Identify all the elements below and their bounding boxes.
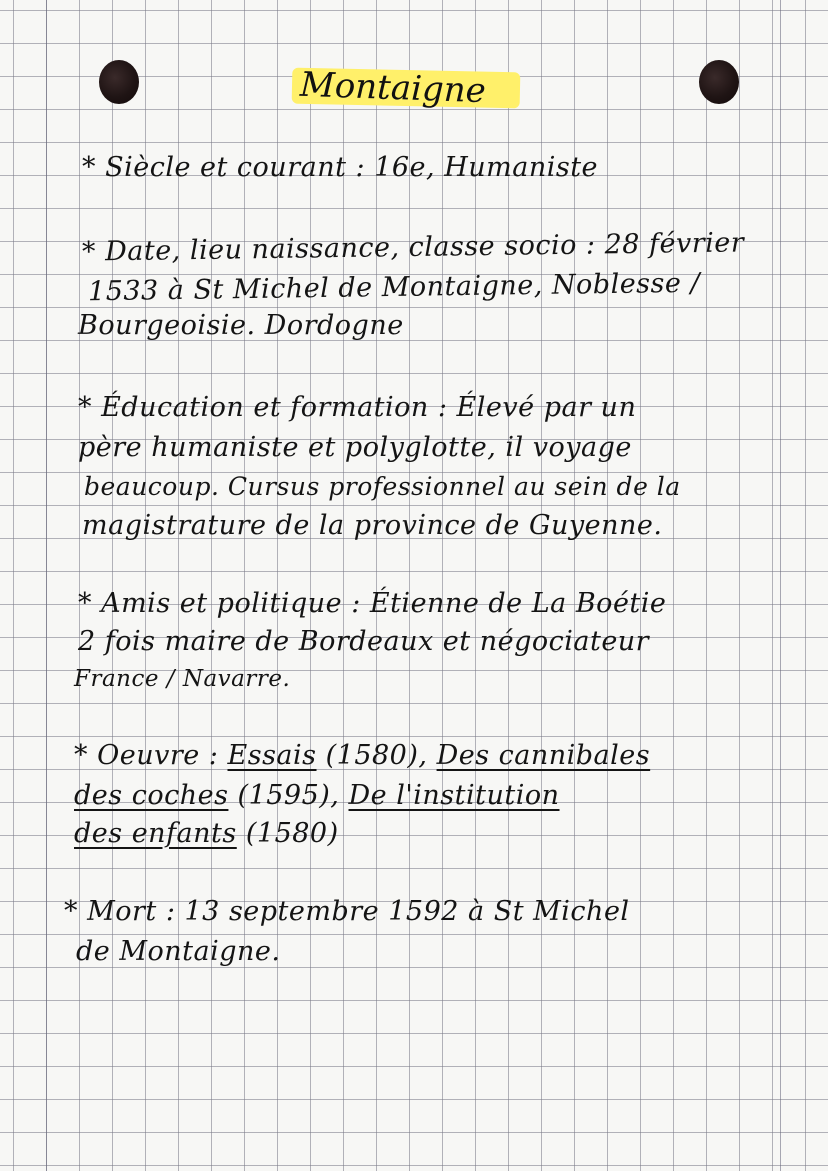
title-block bbox=[292, 64, 520, 112]
section-siecle-line-1: * Siècle et courant : 16e, Humaniste bbox=[82, 152, 599, 183]
work-title: des enfants bbox=[74, 818, 237, 849]
work-title: De l'institution bbox=[348, 780, 560, 811]
section-mort-line-2: de Montaigne. bbox=[76, 936, 281, 967]
section-education-line-1: * Éducation et formation : Élevé par un bbox=[78, 392, 637, 423]
section-amis-line-3: France / Navarre. bbox=[74, 666, 291, 692]
work-year: (1580) bbox=[245, 818, 339, 849]
section-mort-line-1: * Mort : 13 septembre 1592 à St Michel bbox=[64, 896, 630, 927]
right-margin-line bbox=[780, 0, 781, 1171]
work-year: (1580), bbox=[325, 740, 428, 771]
section-naissance-line-3: Bourgeoisie. Dordogne bbox=[78, 310, 404, 341]
work-title: Essais bbox=[227, 740, 317, 771]
section-naissance-line-1: * Date, lieu naissance, classe socio : 28 février bbox=[81, 227, 745, 268]
left-margin-line bbox=[46, 0, 47, 1171]
section-amis-line-2: 2 fois maire de Bordeaux et négociateur bbox=[78, 626, 650, 657]
section-education-line-2: père humaniste et polyglotte, il voyage bbox=[78, 432, 632, 463]
oeuvre-intro: * Oeuvre : bbox=[74, 740, 219, 771]
work-title: Des cannibales bbox=[436, 740, 651, 771]
section-education-line-4: magistrature de la province de Guyenne. bbox=[82, 510, 663, 541]
section-education-line-3: beaucoup. Cursus professionnel au sein de la bbox=[84, 472, 681, 501]
work-year: (1595), bbox=[237, 780, 340, 811]
section-naissance-line-2: 1533 à St Michel de Montaigne, Noblesse / bbox=[87, 267, 701, 308]
section-oeuvre-line-2 bbox=[74, 780, 560, 811]
punch-hole-left bbox=[99, 60, 139, 104]
page-title: Montaigne bbox=[299, 64, 487, 112]
section-amis-line-1: * Amis et politique : Étienne de La Boétie bbox=[78, 588, 667, 619]
punch-hole-right bbox=[699, 60, 739, 104]
work-title: des coches bbox=[74, 780, 229, 811]
section-oeuvre-line-1 bbox=[74, 740, 650, 771]
section-oeuvre-line-3 bbox=[74, 818, 339, 849]
